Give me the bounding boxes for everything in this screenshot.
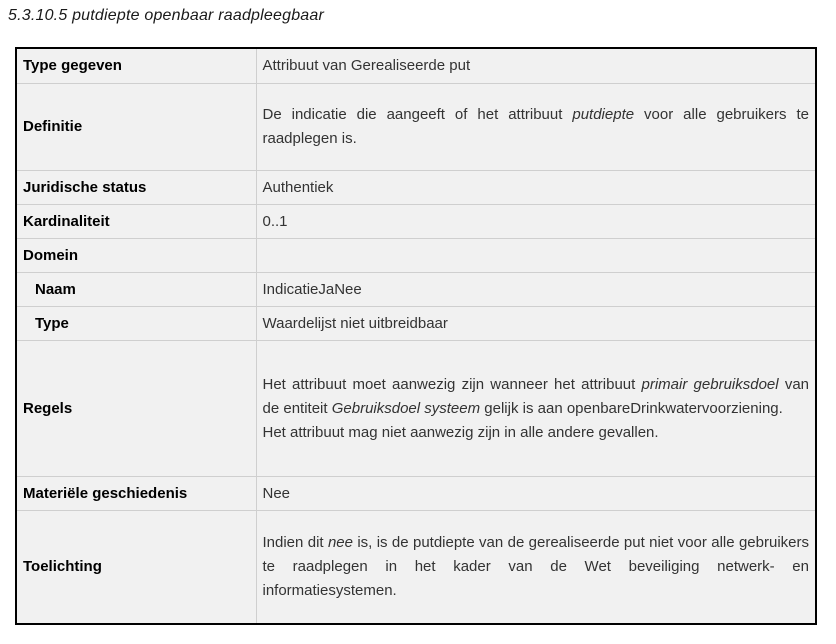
row-domein-type xyxy=(16,307,816,341)
toelichting-text-part: Indien dit xyxy=(262,534,328,551)
row-value: Authentiek xyxy=(256,171,816,205)
row-value: Attribuut van Gerealiseerde put xyxy=(256,48,816,84)
regels-italic-term: primair gebruiksdoel xyxy=(641,375,779,393)
row-value: 0..1 xyxy=(256,205,816,239)
row-value: Nee xyxy=(256,477,816,511)
row-definitie xyxy=(16,84,816,171)
row-label: Naam xyxy=(16,273,256,307)
row-domein-naam xyxy=(16,273,816,307)
row-value xyxy=(256,239,816,273)
row-juridische-status xyxy=(16,171,816,205)
row-domein xyxy=(16,239,816,273)
row-toelichting xyxy=(16,511,816,625)
regels-italic-term: Gebruiksdoel systeem xyxy=(331,399,481,417)
row-label: Type gegeven xyxy=(16,48,256,84)
row-label: Type xyxy=(16,307,256,341)
attribute-spec-table xyxy=(15,47,817,625)
regels-paragraph-2: Het attribuut mag niet aanwezig zijn in alle andere gevallen. xyxy=(262,423,659,441)
row-value xyxy=(256,511,816,625)
row-regels xyxy=(16,341,816,477)
row-label: Regels xyxy=(16,341,256,477)
regels-text-part: van de entiteit xyxy=(262,375,810,417)
definitie-text-part: De indicatie die aangeeft of het attribuut xyxy=(262,106,573,123)
row-value: Waardelijst niet uitbreidbaar xyxy=(256,307,816,341)
definitie-italic-term: putdiepte xyxy=(572,106,635,123)
toelichting-text-part: is, is de putdiepte van de gerealiseerde put niet voor alle gebruikers te raadplegen in het kader van de Wet beveiliging netwerk- en informatiesystemen. xyxy=(262,534,809,599)
row-label: Domein xyxy=(16,239,256,273)
definitie-text-part: voor alle gebruikers te raadplegen is. xyxy=(262,106,809,147)
row-label: Materiële geschiedenis xyxy=(16,477,256,511)
row-value xyxy=(256,341,816,477)
row-label: Toelichting xyxy=(16,511,256,625)
row-kardinaliteit xyxy=(16,205,816,239)
row-value: IndicatieJaNee xyxy=(256,273,816,307)
row-label: Definitie xyxy=(16,84,256,171)
regels-paragraph-1 xyxy=(263,373,810,421)
row-value xyxy=(256,84,816,171)
row-label: Kardinaliteit xyxy=(16,205,256,239)
regels-text-part: gelijk is aan openbareDrinkwatervoorziening. xyxy=(480,399,783,417)
toelichting-italic-term: nee xyxy=(327,534,353,551)
regels-text-part: Het attribuut moet aanwezig zijn wanneer het attribuut xyxy=(262,375,642,393)
row-type-gegeven xyxy=(16,48,816,84)
section-heading: 5.3.10.5 putdiepte openbaar raadpleegbaar xyxy=(8,7,325,24)
row-label: Juridische status xyxy=(16,171,256,205)
row-materiele-geschiedenis xyxy=(16,477,816,511)
